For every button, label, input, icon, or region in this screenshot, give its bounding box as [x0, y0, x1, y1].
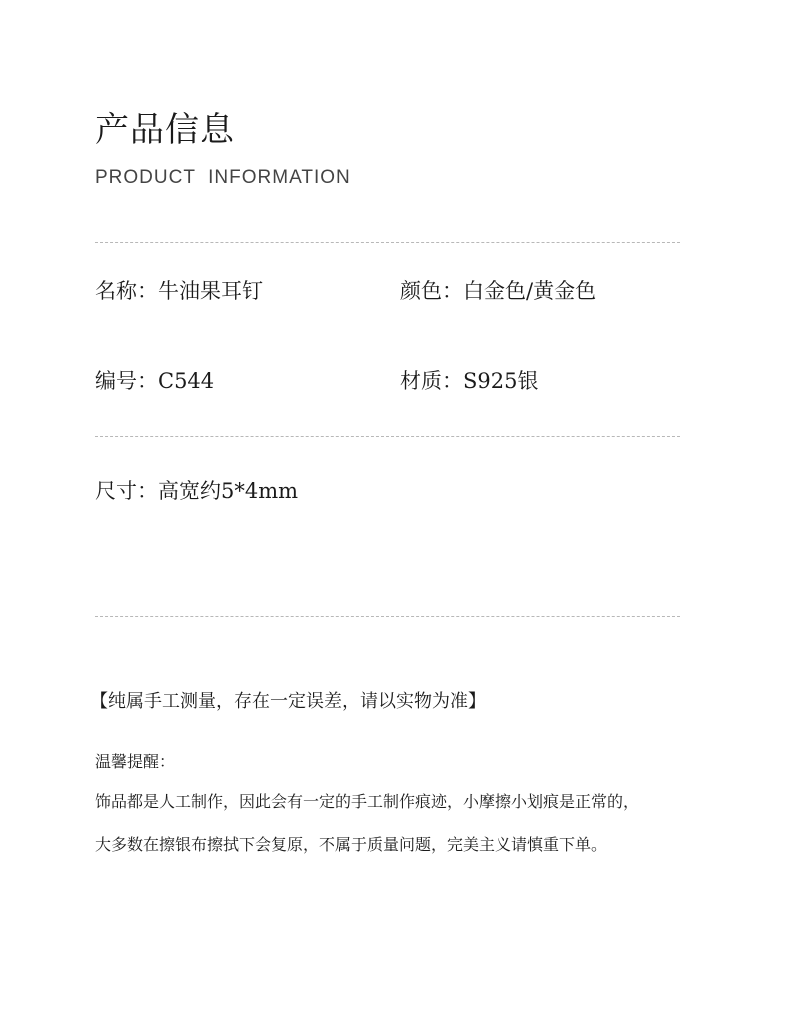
reminder-line-2: 大多数在擦银布擦拭下会复原，不属于质量问题，完美主义请慎重下单。 — [95, 835, 608, 854]
page-subtitle: PRODUCT INFORMATION — [95, 167, 351, 188]
reminder-line-1: 饰品都是人工制作，因此会有一定的手工制作痕迹，小摩擦小划痕是正常的， — [95, 792, 640, 811]
product-name: 名称：牛油果耳钉 — [95, 279, 263, 303]
product-color: 颜色：白金色/黄金色 — [400, 279, 597, 303]
reminder-title: 温馨提醒： — [95, 752, 176, 771]
divider-middle — [95, 436, 680, 437]
divider-top — [95, 242, 680, 243]
divider-bottom — [95, 616, 680, 617]
measurement-notice: 【纯属手工测量，存在一定误差，请以实物为准】 — [90, 691, 486, 712]
product-size: 尺寸：高宽约5*4mm — [95, 479, 299, 503]
product-material: 材质：S925银 — [400, 369, 539, 393]
product-code: 编号：C544 — [95, 369, 215, 393]
page-title: 产品信息 — [95, 110, 235, 150]
